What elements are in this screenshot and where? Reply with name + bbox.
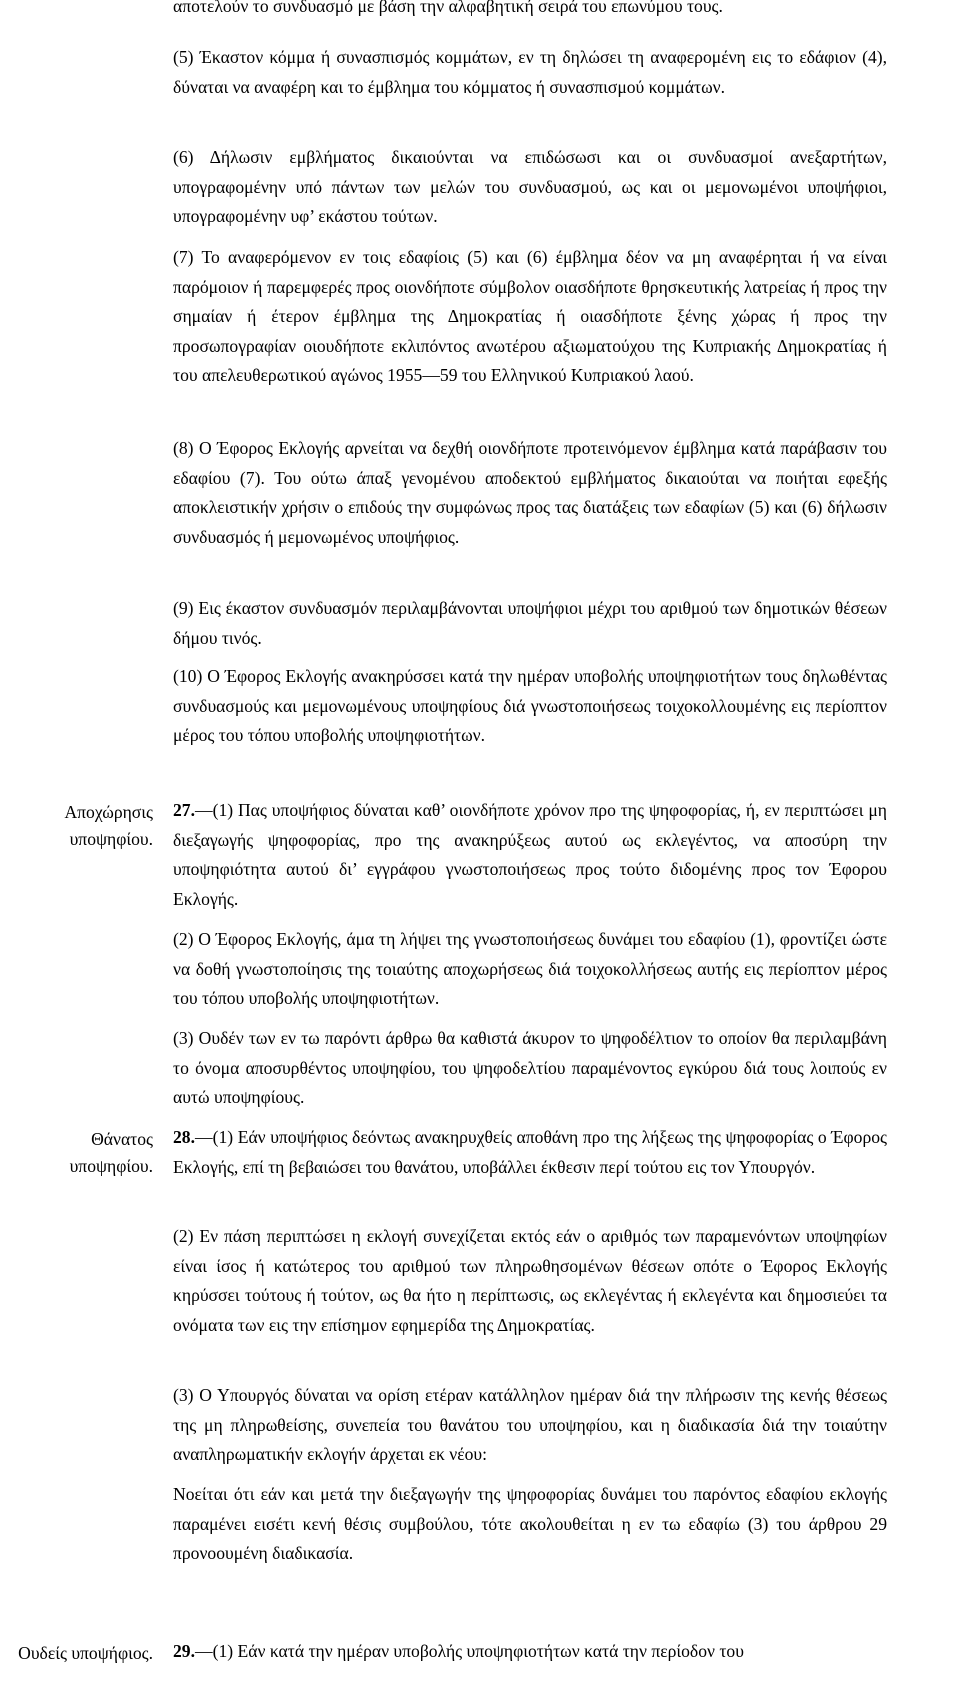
article-27-subsection-1 — [173, 796, 887, 914]
article-29-subsection-1 — [173, 1637, 887, 1667]
paragraph-subsection-9: (9) Εις έκαστον συνδυασμόν περιλαμβάνονται υποψήφιοι μέχρι του αριθμού των δημοτικών θέσεων δήμου τινός. — [173, 598, 887, 648]
margin-note-death — [0, 1126, 153, 1180]
margin-note-line: Θάνατος — [91, 1129, 153, 1149]
article-number: 28. — [173, 1127, 195, 1147]
article-text: —(1) Εάν κατά την ημέραν υποβολής υποψηφιοτήτων κατά την περίοδον του — [195, 1641, 744, 1661]
margin-note-line: υποψηφίου. — [69, 829, 153, 849]
paragraph-subsection-6: (6) Δήλωσιν εμβλήματος δικαιούνται να επιδώσωσι και οι συνδυασμοί ανεξαρτήτων, υπογραφομένην υπό πάντων των μελών του συνδυασμού, ως και οι μεμονωμένοι υποψήφιοι, υπογραφομένην υφ’ εκάστου τούτων. — [173, 147, 887, 226]
article-27-subsection-2: (2) Ο Έφορος Εκλογής, άμα τη λήψει της γνωστοποιήσεως δυνάμει του εδαφίου (1), φροντίζει ώστε να δοθή γνωστοποίησις της τοιαύτης αποχωρήσεως διά τοιχοκολλήσεως αυτής εις περίοπτον μέρος του τόπου υποβολής υποψηφιοτήτων. — [173, 929, 887, 1008]
paragraph-subsection-7: (7) Το αναφερόμενον εν τοις εδαφίοις (5) και (6) έμβλημα δέον να μη αναφέρηται ή να είναι παρόμοιον ή παρεμφερές προς οιονδήποτε σύμβολον οιασδήποτε θρησκευτικής λατρείας ή προς την σημαίαν ή έτερον έμβλημα της Δημοκρατίας ή οιασδήποτε ξένης χώρας ή προς την προσωπογραφίαν οιουδήποτε εκλιπόντος ανωτέρου αξιωματούχου της Κυπριακής Δημοκρατίας ή του απελευθερωτικού αγώνος 1955—59 του Ελληνικού Κυπριακού λαού. — [173, 247, 887, 385]
paragraph-subsection-5: (5) Έκαστον κόμμα ή συνασπισμός κομμάτων, εν τη δηλώσει τη αναφερομένη εις το εδάφιον (4), δύναται να αναφέρη και το έμβλημα του κόμματος ή συνασπισμού κομμάτων. — [173, 47, 887, 97]
article-28-subsection-1 — [173, 1123, 887, 1182]
paragraph-continuation: αποτελούν το συνδυασμό με βάση την αλφαβητική σειρά του επωνύμου τους. — [173, 0, 723, 16]
margin-note-line: Αποχώρησις — [64, 802, 153, 822]
margin-note-no-candidate — [0, 1640, 153, 1667]
article-27-subsection-3: (3) Ουδέν των εν τω παρόντι άρθρω θα καθιστά άκυρον το ψηφοδέλτιον το οποίον θα περιλαμβάνη το όνομα αποσυρθέντος υποψηφίου, του ψηφοδελτίου παραμένοντος εγκύρου διά τους λοιπούς εν αυτώ υποψηφίους. — [173, 1028, 887, 1107]
article-text: —(1) Εάν υποψήφιος δεόντως ανακηρυχθείς αποθάνη προ της λήξεως της ψηφοφορίας ο Έφορος Εκλογής, επί τη βεβαιώσει του θανάτου, υποβάλλει έκθεσιν περί τούτου εις τον Υπουργόν. — [173, 1127, 887, 1177]
margin-note-line: Ουδείς υποψήφιος. — [18, 1643, 153, 1663]
margin-note-line: υποψηφίου. — [69, 1156, 153, 1176]
margin-note-withdrawal — [0, 799, 153, 853]
article-text: —(1) Πας υποψήφιος δύναται καθ’ οιονδήποτε χρόνον προ της ψηφοφορίας, ή, εν περιπτώσει μη διεξαγωγής ψηφοφορίας, προ της ανακηρύξεως αυτού ως εκλεγέντος, να αποσύρη την υποψηφιότητα αυτού δι’ εγγράφου γνωστοποιήσεως προς τούτο διδομένης προς τον Έφορου Εκλογής. — [173, 800, 887, 909]
paragraph-subsection-8: (8) Ο Έφορος Εκλογής αρνείται να δεχθή οιονδήποτε προτεινόμενον έμβλημα κατά παράβασιν του εδαφίου (7). Του ούτω άπαξ γενομένου αποδεκτού εμβλήματος δικαιούται να ποιήται εφεξής αποκλειστικήν χρήσιν ο επιδούς την συμφώνως προς τας διατάξεις των εδαφίων (5) και (6) δήλωσιν συνδυασμός ή μεμονωμένος υποψήφιος. — [173, 438, 887, 547]
paragraph-subsection-10: (10) Ο Έφορος Εκλογής ανακηρύσσει κατά την ημέραν υποβολής υποψηφιοτήτων τους δηλωθέντας συνδυασμούς και μεμονωμένους υποψηφίους διά γνωστοποιήσεως τοιχοκολλουμένης εις περίοπτον μέρος του τόπου υποβολής υποψηφιοτήτων. — [173, 666, 887, 745]
article-28-proviso: Νοείται ότι εάν και μετά την διεξαγωγήν της ψηφοφορίας δυνάμει του παρόντος εδαφίου εκλογής παραμένει εισέτι κενή θέσις συμβούλου, τότε ακολουθείται η εν τω εδαφίω (3) του άρθρου 29 προνοουμένη διαδικασία. — [173, 1484, 887, 1563]
article-28-subsection-3: (3) Ο Υπουργός δύναται να ορίση ετέραν κατάλληλον ημέραν διά την πλήρωσιν της κενής θέσεως της μη πληρωθείσης, συνεπεία του θανάτου του υποψηφίου, και η διαδικασία διά την τοιαύτην αναπληρωματικήν εκλογήν άρχεται εκ νέου: — [173, 1385, 887, 1464]
article-number: 27. — [173, 800, 195, 820]
article-number: 29. — [173, 1641, 195, 1661]
article-28-subsection-2: (2) Εν πάση περιπτώσει η εκλογή συνεχίζεται εκτός εάν ο αριθμός των παραμενόντων υποψηφίων είναι ίσος ή κατώτερος του αριθμού των πληρωθησομένων θέσεων οπότε ο Έφορος Εκλογής κηρύσσει τούτους ή τούτον, ως θα ήτο η περίπτωσις, ως εκλεγέντας ή εκλεγέντα και δημοσιεύει τα ονόματα των εις την επίσημον εφημερίδα της Δημοκρατίας. — [173, 1226, 887, 1335]
